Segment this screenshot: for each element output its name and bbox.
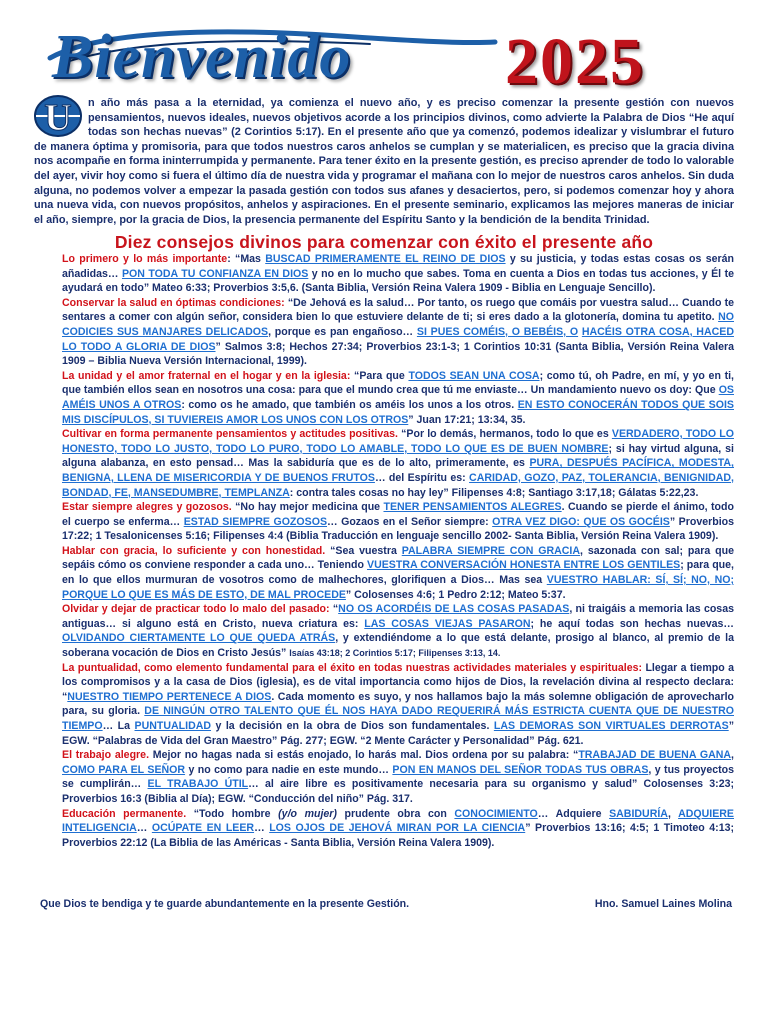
tip-paragraph (62, 296, 734, 369)
tip-title: Conservar la salud en óptimas condiciones: (62, 296, 285, 309)
tip-text: : “Mas (227, 253, 266, 265)
scripture-link[interactable]: LOS OJOS DE JEHOVÁ MIRAN POR LA CIENCIA (269, 822, 526, 835)
tip-text: Llegar a tiempo a los compromisos y a la casa de Dios (iglesia), es de vital importancia como hijos de Dios, la revelación divina al respecto declara: “ (62, 661, 734, 703)
scripture-link[interactable]: VUESTRO HABLAR: SÍ, SÍ; NO, NO; PORQUE LO QUE ES MÁS DE ESTO, DE MAL PROCEDE (62, 574, 734, 601)
tip-text: … La (102, 720, 135, 732)
tip-paragraph (62, 500, 734, 544)
tip-text: … Adquiere (537, 807, 610, 820)
tip-text: … al aire libre es positivamente necesaria para su organismo y salud” Colosenses 3:23; Proverbios 16:3 (Biblia al Día); EGW. “Conducción del niño” Pág. 317. (62, 778, 735, 805)
tip-text: “Para que (350, 369, 409, 382)
tip-text: y la decisión en la obra de Dios son fundamentales. (211, 720, 494, 732)
tip-paragraph (62, 661, 734, 749)
scripture-link[interactable]: EN ESTO CONOCERÁN TODOS QUE SOIS MIS DISCÍPULOS, SI TUVIEREIS AMOR LOS UNOS CON LOS OTROS (62, 398, 734, 426)
tip-text: “No hay mejor medicina que (231, 501, 384, 514)
tip-text: “Por lo demás, hermanos, todo lo que es (397, 428, 612, 441)
year-title: 2025 (505, 25, 645, 98)
scripture-link[interactable]: PON EN MANOS DEL SEÑOR TODAS TUS OBRAS (392, 763, 649, 776)
scripture-link[interactable]: NO CODICIES SUS MANJARES DELICADOS (62, 311, 734, 338)
tip-text: (y/o mujer) (278, 807, 337, 820)
tip-text: prudente obra con (336, 807, 455, 820)
tip-text: , ni traigáis a memoria las cosas antiguas… si alguno está en Cristo, nueva criatura es: (62, 603, 734, 630)
tip-text: , (731, 749, 734, 762)
scripture-reference: Isaías 43:18; 2 Corintios 5:17; Filipenses 3:13, 14. (289, 648, 501, 659)
tips-list (62, 252, 734, 850)
tip-text: ; he aquí todas son hechas nuevas… (530, 617, 735, 630)
tip-title: Educación permanente. (62, 807, 187, 820)
tip-text: … Gozaos en el Señor siempre: (327, 515, 493, 528)
header-banner (0, 22, 768, 98)
tip-text: y no como para nadie en este mundo… (185, 763, 393, 776)
scripture-link[interactable]: OS AMÉIS UNOS A OTROS (62, 384, 734, 411)
tip-title: Hablar con gracia, lo suficiente y con honestidad. (62, 544, 326, 557)
tip-text: “ (329, 603, 339, 616)
scripture-link[interactable]: SI PUES COMÉIS, O BEBÉIS, O (416, 325, 579, 338)
tip-text: , y extendiéndome a lo que está delante, prosigo al blanco, al premio de la soberana vocación de Dios en Cristo Jesús” (62, 632, 735, 660)
welcome-title: Bienvenido (52, 23, 352, 91)
tip-text: : contra tales cosas no hay ley” Filipenses 4:8; Santiago 3:17,18; Gálatas 5:22,23. (289, 486, 699, 499)
tip-text: , porque es pan engañoso… (268, 325, 417, 338)
author-signature: Hno. Samuel Laines Molina (594, 898, 732, 910)
scripture-link[interactable]: SABIDURÍA (609, 807, 668, 820)
scripture-link[interactable]: TRABAJAD DE BUENA GANA (578, 749, 732, 762)
scripture-link[interactable]: ADQUIERE INTELIGENCIA (62, 807, 734, 835)
scripture-link[interactable]: DE NINGÚN OTRO TALENTO QUE ÉL NOS HAYA DADO REQUERIRÁ MÁS ESTRICTA CUENTA QUE DE NUESTRO TIEMPO (62, 705, 734, 732)
scripture-link[interactable]: LAS COSAS VIEJAS PASARON (364, 617, 531, 630)
scripture-link[interactable]: PUNTUALIDAD (134, 720, 212, 732)
dropcap-logo (34, 94, 82, 138)
scripture-link[interactable]: CONOCIMIENTO (454, 807, 538, 820)
tip-text: , y tus proyectos se cumplirán… (62, 763, 734, 791)
scripture-link[interactable]: ESTAD SIEMPRE GOZOSOS (183, 515, 328, 528)
tip-title: Estar siempre alegres y gozosos. (62, 501, 232, 514)
scripture-link[interactable]: VUESTRA CONVERSACIÓN HONESTA ENTRE LOS GENTILES (367, 559, 681, 572)
scripture-link[interactable]: VERDADERO, TODO LO HONESTO, TODO LO JUSTO, TODO LO PURO, TODO LO AMABLE, TODO LO QUE ES DE BUEN NOMBRE (62, 428, 734, 455)
scripture-link[interactable]: COMO PARA EL SEÑOR (62, 763, 186, 776)
tip-text: , (667, 807, 679, 820)
scripture-link[interactable]: PALABRA SIEMPRE CON GRACIA (401, 544, 581, 557)
tip-title: Lo primero y lo más importante (62, 253, 228, 265)
tip-text: “Sea vuestra (325, 544, 402, 557)
tip-title: Cultivar en forma permanente pensamientos y actitudes positivas. (62, 428, 398, 441)
tip-text: , sazonada con sal; para que sepáis cómo os conviene responder a cada uno… Teniendo (62, 544, 734, 572)
tip-text: : como os he amado, que también os améis los unos a los otros. (181, 398, 518, 411)
tip-paragraph (62, 807, 734, 851)
tip-text: ; para que, en lo que ellos murmuran de vosotros como de malhechores, glorifiquen a Dios… Mas sea (62, 559, 734, 587)
intro-paragraph (34, 96, 734, 227)
tip-text: ” Proverbios 13:16; 4:5; 1 Timoteo 4:13; Proverbios 22:12 (La Biblia de las Américas - Santa Biblia, Versión Reina Valera 1909). (62, 822, 735, 849)
tip-text: ” Proverbios 17:22; 1 Tesalonicenses 5:16; Filipenses 4:4 (Biblia Traducción en lenguaje sencillo 2002- Santa Biblia, Versión Reina Valera 1909). (62, 515, 734, 543)
scripture-link[interactable]: EL TRABAJO ÚTIL (147, 778, 249, 791)
scripture-link[interactable]: HACÉIS OTRA COSA, HACED LO TODO A GLORIA DE DIOS (62, 325, 734, 353)
blessing-text: Que Dios te bendiga y te guarde abundantemente en la presente Gestión. (40, 898, 410, 910)
scripture-link[interactable]: NO OS ACORDÉIS DE LAS COSAS PASADAS (338, 603, 570, 616)
tip-text: y su justicia, y todas estas cosas os serán añadidas… (62, 253, 734, 280)
tip-text: “Todo hombre (186, 807, 279, 820)
tip-paragraph (62, 748, 734, 806)
tip-text: … del Espíritu es: (374, 471, 470, 484)
tip-paragraph (62, 544, 734, 602)
scripture-link[interactable]: PURA, DESPUÉS PACÍFICA, MODESTA, BENIGNA, LLENA DE MISERICORDIA Y DE BUENOS FRUTOS (62, 457, 734, 484)
tip-title: La puntualidad, como elemento fundamental para el éxito en todas nuestras actividades materiales y espirituales: (62, 661, 643, 674)
tip-text: y no en lo mucho que sabes. Toma en cuenta a Dios en todas tus acciones, y Él te ayudará en todo” Mateo 6:33; Proverbios 3:5,6. (Santa Biblia, Versión Reina Valera 1909 - Biblia en Lenguaje Sencillo). (62, 267, 734, 295)
scripture-link[interactable]: CARIDAD, GOZO, PAZ, TOLERANCIA, BENIGNIDAD, BONDAD, FE, MANSEDUMBRE, TEMPLANZA (62, 471, 735, 499)
tip-paragraph (62, 602, 734, 660)
scripture-link[interactable]: PON TODA TU CONFIANZA EN DIOS (121, 267, 309, 280)
scripture-link[interactable]: TODOS SEAN UNA COSA (408, 369, 540, 382)
tip-text: ” Colosenses 4:6; 1 Pedro 2:12; Mateo 5:37. (345, 588, 566, 601)
tip-paragraph (62, 427, 734, 500)
tip-paragraph (62, 252, 734, 296)
scripture-link[interactable]: OTRA VEZ DIGO: QUE OS GOCÉIS (492, 515, 670, 528)
tip-text: ” Salmos 3:8; Hechos 27:34; Proverbios 23:1-3; 1 Corintios 10:31 (Santa Biblia, Versión Reina Valera 1909 – Biblia Nueva Versión Internacional, 1999). (62, 340, 734, 368)
svg-text:U: U (44, 97, 72, 138)
tip-title: Olvidar y dejar de practicar todo lo malo del pasado: (62, 603, 330, 616)
scripture-link[interactable]: OLVIDANDO CIERTAMENTE LO QUE QUEDA ATRÁS (62, 632, 336, 645)
tip-title: La unidad y el amor fraternal en el hogar y en la iglesia: (62, 369, 351, 382)
scripture-link[interactable]: OCÚPATE EN LEER (151, 822, 255, 835)
tip-text: ; si hay virtud alguna, si alguna alabanza, en esto pensad… Mas la sabiduría que es de lo alto, primeramente, es (62, 442, 734, 470)
tip-text: ; como tú, oh Padre, en mí, y yo en ti, que también ellos sean en nosotros una cosa: para que el mundo crea que tú me enviaste… Un mandamiento nuevo os doy: Que (62, 369, 735, 397)
tip-title: El trabajo alegre. (62, 749, 150, 762)
scripture-link[interactable]: LAS DEMORAS SON VIRTUALES DERROTAS (493, 720, 729, 732)
tip-text: . Cuando se pierde el ánimo, todo el cuerpo se enferma… (62, 501, 734, 528)
scripture-link[interactable]: BUSCAD PRIMERAMENTE EL REINO DE DIOS (265, 253, 506, 265)
tip-text: Mejor no hagas nada si estás enojado, lo harás mal. Dios ordena por su palabra: “ (149, 749, 579, 762)
tip-text: . Cada momento es suyo, y nos hallamos bajo la más solemne obligación de aprovecharlo para, su gloria. (62, 690, 734, 718)
tip-text: “De Jehová es la salud… Por tanto, os ruego que comáis por vuestra salud… Cuando te sentares a comer con algún señor, considera bien lo que estuviere delante de ti; si eres dado a la glotonería, domina tu apetito. (62, 296, 734, 324)
tip-text: … (254, 822, 270, 835)
tip-text: ” Juan 17:21; 13:34, 35. (408, 413, 526, 426)
tip-text: … (136, 822, 152, 835)
scripture-link[interactable]: NUESTRO TIEMPO PERTENECE A DIOS (67, 690, 272, 703)
scripture-link[interactable]: TENER PENSAMIENTOS ALEGRES (383, 501, 562, 514)
tip-text: ” EGW. “Palabras de Vida del Gran Maestro” Pág. 277; EGW. “2 Mente Carácter y Personalidad” Pág. 621. (62, 720, 734, 747)
section-heading: Diez consejos divinos para comenzar con éxito el presente año (114, 232, 654, 252)
intro-text: n año más pasa a la eternidad, ya comienza el nuevo año, y es preciso comenzar la presente gestión con nuevos pensamientos, nuevos ideales, nuevos objetivos acorde a los principios divinos, como advierte la Palabra de Dios “He aquí todas son hechas nuevas” (2 Corintios 5:17). En el presente año que ya comenzó, podemos idealizar y vislumbrar el futuro de manera óptima y promisoria, para que todos nuestros caros anhelos se cumplan y se materialicen, es preciso que la gracia divina nos acompañe en forma ininterrumpida y permanente. Para tener éxito en la presente gestión, es preciso aprender de todo lo valorable del ayer, vivir hoy como si fuera el último día de nuestra vida y programar el mañana con lo mejor de nuestros caros anhelos. Sin duda alguna, no podemos volver a empezar la pasada gestión con todos sus afanes y desaciertos, pero, si podemos comenzar hoy y ahora una nueva vida, con nuevos propósitos, anhelos y aspiraciones. En el presente seminario, explicamos las mejores maneras de iniciar el año, siempre, por la gracia de Dios, la presencia permanente del Espíritu Santo y la bendición de la bendita Trinidad. (34, 97, 734, 226)
tip-paragraph (62, 369, 734, 427)
